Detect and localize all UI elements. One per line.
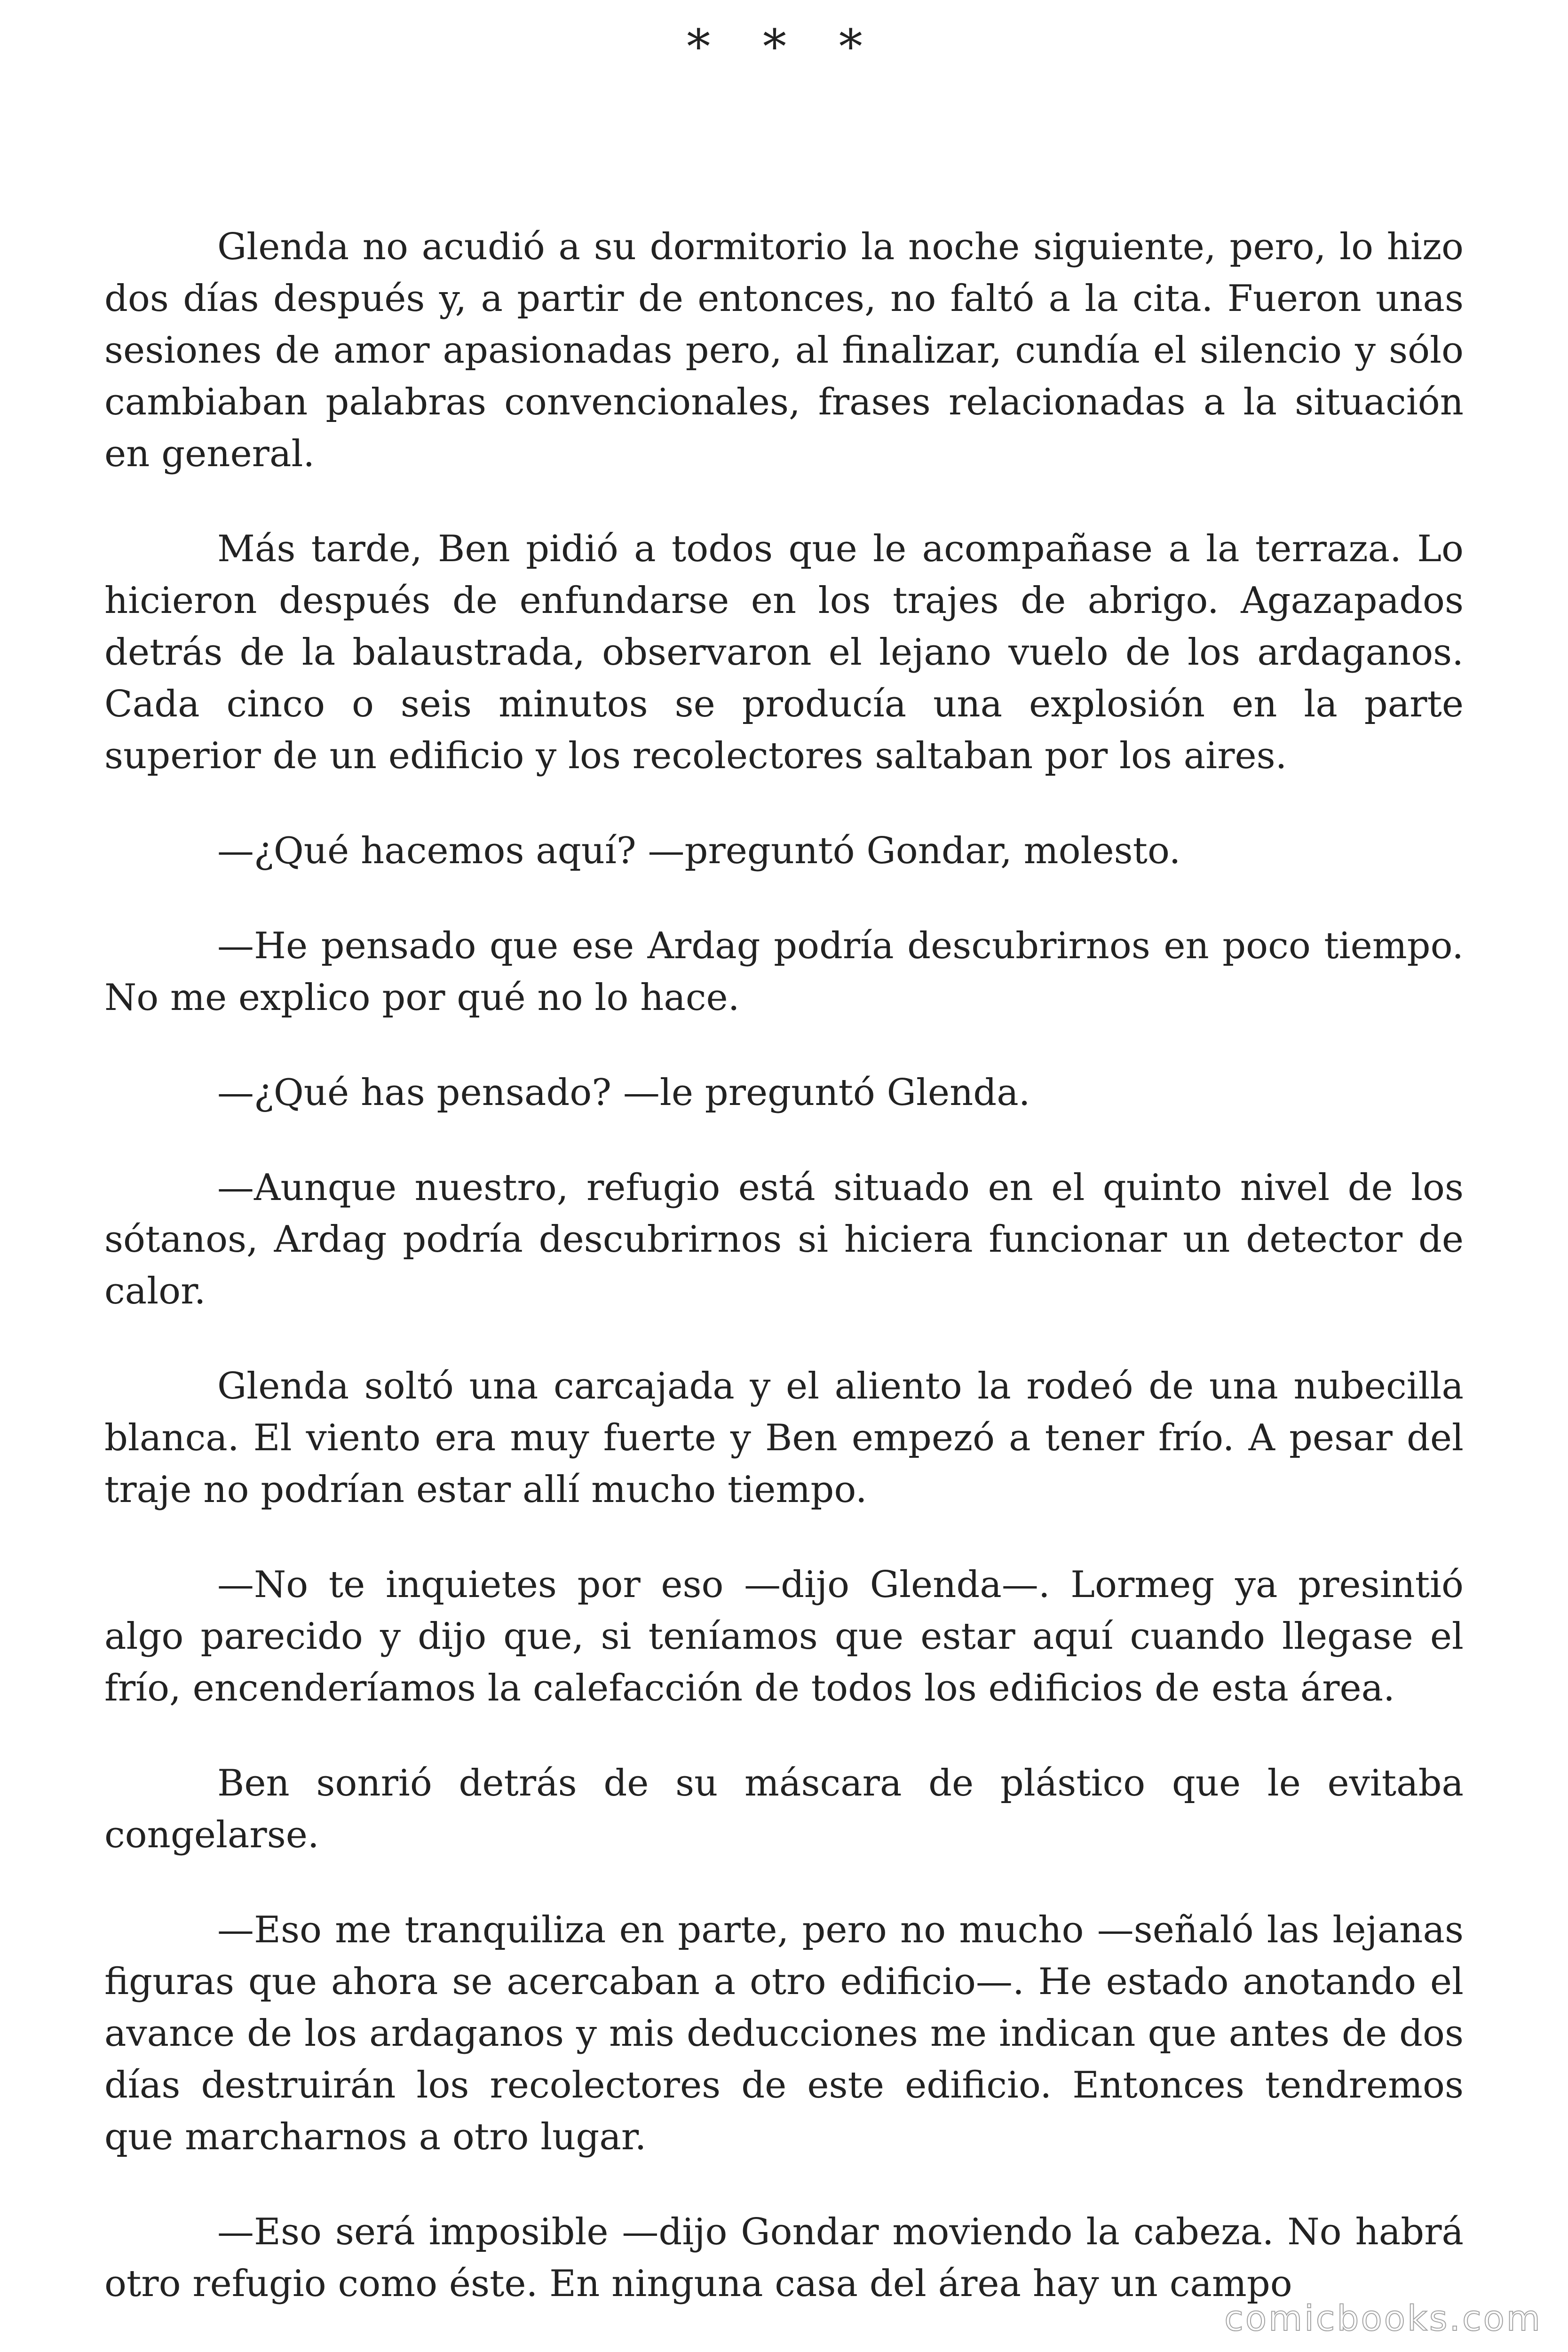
paragraph: —No te inquietes por eso —dijo Glenda—. Lormeg ya presintió algo parecido y dijo que, si teníamos que estar aquí cuando llegase el frío, encenderíamos la calefacción de todos los edificios de esta área.	[104, 1564, 1464, 1709]
paragraph: —Eso me tranquiliza en parte, pero no mucho —señaló las lejanas figuras que ahora se acercaban a otro edificio—. He estado anotando el avance de los ardaganos y mis deducciones me indican que antes de dos días destruirán los recolectores de este edificio. Entonces tendremos que marcharnos a otro lugar.	[104, 1909, 1464, 2158]
paragraph: —He pensado que ese Ardag podría descubrirnos en poco tiempo. No me explico por qué no lo hace.	[104, 925, 1464, 1019]
paragraph: Glenda no acudió a su dormitorio la noche siguiente, pero, lo hizo dos días después y, a partir de entonces, no faltó a la cita. Fueron unas sesiones de amor apasionadas pero, al finalizar, cundía el silencio y sólo cambiaban palabras convencionales, frases relacionadas a la situación en general.	[104, 226, 1464, 475]
paragraph: —¿Qué hacemos aquí? —preguntó Gondar, molesto.	[217, 830, 1181, 872]
paragraph: Glenda soltó una carcajada y el aliento la rodeó de una nubecilla blanca. El viento era muy fuerte y Ben empezó a tener frío. A pesar del traje no podrían estar allí mucho tiempo.	[104, 1365, 1464, 1511]
watermark-text: comicbooks.com	[1224, 2298, 1542, 2339]
paragraph: —Aunque nuestro, refugio está situado en el quinto nivel de los sótanos, Ardag podría descubrirnos si hiciera funcionar un detector de calor.	[104, 1167, 1464, 1312]
paragraph: Más tarde, Ben pidió a todos que le acompañase a la terraza. Lo hicieron después de enfundarse en los trajes de abrigo. Agazapados detrás de la balaustrada, observaron el lejano vuelo de los ardaganos. Cada cinco o seis minutos se producía una explosión en la parte superior de un edificio y los recolectores saltaban por los aires.	[104, 528, 1464, 777]
body-text	[104, 221, 1464, 2352]
paragraph: —Eso será imposible —dijo Gondar moviendo la cabeza. No habrá otro refugio como éste. En ninguna casa del área hay un campo	[104, 2211, 1464, 2305]
scene-separator: * * *	[687, 19, 881, 74]
paragraph: Ben sonrió detrás de su máscara de plástico que le evitaba congelarse.	[104, 1762, 1464, 1856]
paragraph: —¿Qué has pensado? —le preguntó Glenda.	[217, 1072, 1030, 1114]
